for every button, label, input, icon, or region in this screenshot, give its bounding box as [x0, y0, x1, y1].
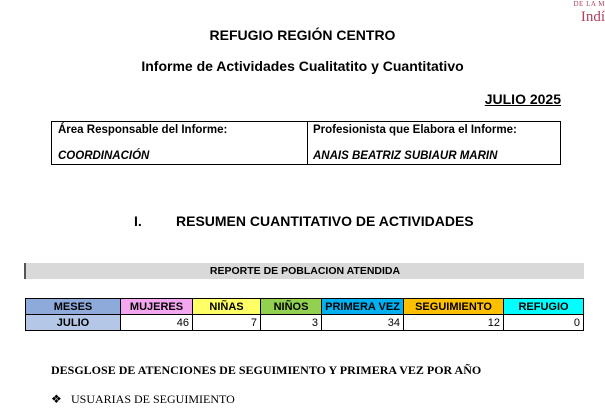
col-header: NIÑOS — [261, 299, 322, 315]
women-cell: 46 — [121, 315, 193, 331]
girls-cell: 7 — [193, 315, 261, 331]
section-number: I. — [134, 213, 142, 229]
section-heading — [134, 213, 474, 229]
boys-cell: 3 — [261, 315, 322, 331]
followup-cell: 12 — [404, 315, 504, 331]
area-value: COORDINACIÓN — [58, 150, 150, 162]
col-header: MUJERES — [121, 299, 193, 315]
table-row — [26, 315, 584, 331]
logo-big-text: Indí — [580, 9, 605, 25]
professional-label: Profesionista que Elabora el Informe: — [313, 124, 517, 136]
responsible-divider — [307, 122, 308, 164]
report-title: Informe de Actividades Cualitatito y Cuantitativo — [141, 58, 464, 74]
breakdown-bullet — [51, 392, 235, 407]
responsible-table — [51, 121, 561, 165]
area-label: Área Responsable del Informe: — [58, 124, 228, 136]
bullet-text: USUARIAS DE SEGUIMIENTO — [71, 392, 235, 406]
organization-title: REFUGIO REGIÓN CENTRO — [209, 27, 396, 43]
diamond-bullet-icon: ❖ — [51, 392, 62, 406]
report-month: JULIO 2025 — [484, 91, 561, 107]
col-header: REFUGIO — [504, 299, 584, 315]
col-header: NIÑAS — [193, 299, 261, 315]
col-header: PRIMERA VEZ — [322, 299, 404, 315]
month-cell: JULIO — [26, 315, 121, 331]
population-table — [25, 298, 584, 331]
report-title-bar: REPORTE DE POBLACION ATENDIDA — [24, 263, 584, 279]
first-time-cell: 34 — [322, 315, 404, 331]
professional-value: ANAIS BEATRIZ SUBIAUR MARIN — [313, 150, 498, 162]
col-header: SEGUIMIENTO — [404, 299, 504, 315]
shelter-cell: 0 — [504, 315, 584, 331]
section-title: RESUMEN CUANTITATIVO DE ACTIVIDADES — [176, 213, 474, 229]
logo-small-text: DE LA M — [573, 0, 605, 8]
col-header: MESES — [26, 299, 121, 315]
breakdown-title: DESGLOSE DE ATENCIONES DE SEGUIMIENTO Y PRIMERA VEZ POR AÑO — [51, 363, 482, 377]
population-header-row — [26, 299, 584, 315]
